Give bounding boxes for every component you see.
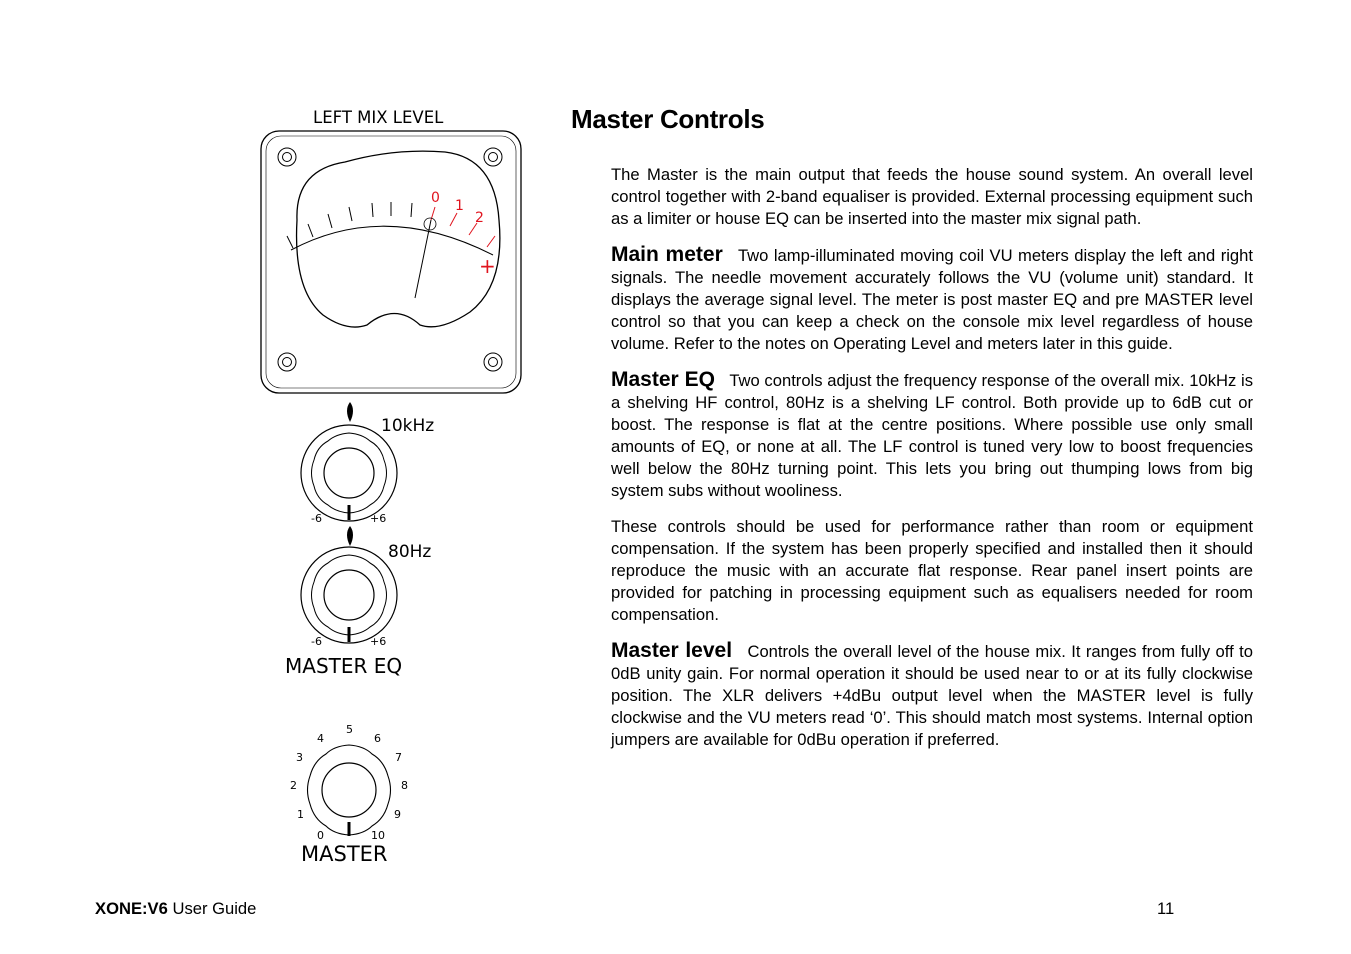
- meter-needle: [415, 220, 431, 298]
- section-heading: Master level: [611, 639, 733, 662]
- section-body: Controls the overall level of the house mix. It ranges from fully off to 0dB unity gain. For normal operation it should be used near to or at its fully clockwise position. The XLR delivers +4dBu output level when the MASTER level is fully clockwise and the VU meters read ‘0’. This should match most systems. Internal option jumpers are available for 0dBu operation if preferred.: [611, 642, 1253, 749]
- section-body: Two lamp-illuminated moving coil VU meters display the left and right signals. The needle movement accurately follows the VU (volume unit) standard. It displays the average signal level. The meter is post master EQ and pre MASTER level control so that you can keep a check on the console mix level regardless of house volume. Refer to the notes on Operating Level and meters later in this guide.: [611, 246, 1254, 353]
- eq-lf-min: -6: [311, 635, 322, 648]
- eq-hf-min: -6: [311, 512, 322, 525]
- body-text: [611, 164, 1253, 765]
- meter-label: LEFT MIX LEVEL: [313, 108, 444, 127]
- screw-icon: [484, 353, 502, 371]
- knob-grip: [312, 555, 387, 635]
- meter-scale-0: 0: [431, 190, 440, 206]
- eq-lf-label: 80Hz: [388, 542, 432, 562]
- master-scale-2: 2: [290, 779, 297, 792]
- footer-guide: User Guide: [167, 899, 257, 918]
- section-heading: Main meter: [611, 243, 723, 266]
- footer-guide-title: [95, 899, 256, 919]
- meter-ticks: [287, 202, 412, 248]
- master-scale-6: 6: [374, 732, 381, 745]
- master-scale-4: 4: [317, 732, 324, 745]
- master-scale-7: 7: [395, 751, 402, 764]
- eq-lf-max: +6: [370, 635, 387, 648]
- eq-group-label: MASTER EQ: [285, 654, 403, 678]
- screw-icon: [278, 148, 296, 166]
- section-heading: Master EQ: [611, 368, 715, 391]
- master-scale-3: 3: [296, 751, 303, 764]
- master-scale-9: 9: [394, 808, 401, 821]
- footer-product: XONE:V6: [95, 899, 168, 918]
- section-master-level: [611, 640, 1253, 751]
- master-scale-1: 1: [297, 808, 304, 821]
- section-master-eq: [611, 369, 1253, 502]
- master-scale-10: 10: [371, 829, 385, 842]
- screw-icon: [484, 148, 502, 166]
- pointer-icon: [347, 526, 353, 546]
- meter-scale-plus: +: [479, 254, 496, 278]
- section-body: Two controls adjust the frequency response of the overall mix. 10kHz is a shelving HF control, 80Hz is a shelving LF control. Both provide up to 6dB cut or boost. The response is flat at the centre positions. Where possible use only small amounts of EQ, or none at all. The LF control is tuned very low to boost frequencies well below the 80Hz turning point. This lets you bring out thumping lows from big system subs without wooliness.: [611, 371, 1253, 500]
- master-scale-8: 8: [401, 779, 408, 792]
- meter-window: [297, 151, 500, 327]
- section-eq-note: [611, 516, 1253, 626]
- master-scale-5: 5: [346, 723, 353, 736]
- knob-cap: [324, 570, 374, 620]
- eq-hf-label: 10kHz: [381, 416, 435, 436]
- screw-icon: [278, 353, 296, 371]
- meter-scale-1: 1: [455, 198, 464, 214]
- master-scale-0: 0: [317, 829, 324, 842]
- pointer-icon: [347, 402, 353, 422]
- knob-cap: [322, 763, 376, 817]
- meter-scale-2: 2: [475, 210, 484, 226]
- page-number: 11: [1157, 899, 1175, 918]
- eq-hf-max: +6: [370, 512, 387, 525]
- intro-paragraph: The Master is the main output that feeds the house sound system. An overall level control together with 2-band equaliser is provided. External processing equipment such as a limiter or house EQ can be inserted into the master mix signal path.: [611, 165, 1253, 228]
- section-body: These controls should be used for performance rather than room or equipment compensation. If the system has been properly specified and installed then it should reproduce the music with an accurate flat response. Rear panel insert points are provided for patching in processing equipment such as equalisers needed for room compensation.: [611, 517, 1253, 624]
- knob-80hz[interactable]: [301, 526, 397, 643]
- section-main-meter: [611, 244, 1253, 355]
- knob-cap: [324, 448, 374, 498]
- meter-scale-arc: [291, 226, 493, 255]
- knob-grip: [312, 433, 387, 513]
- knob-grip: [308, 745, 391, 835]
- master-label: MASTER: [301, 842, 388, 866]
- master-panel-illustration: [255, 100, 535, 880]
- knob-master[interactable]: [308, 745, 391, 836]
- page-title: Master Controls: [571, 104, 765, 134]
